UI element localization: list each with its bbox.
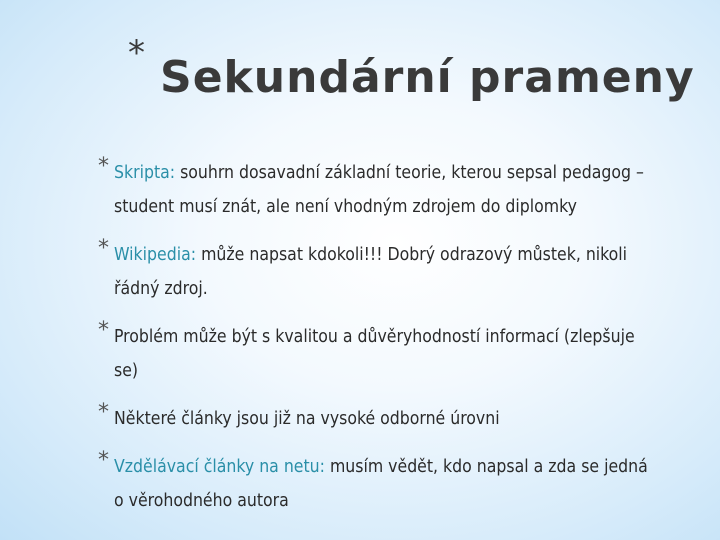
bullet-item <box>98 238 658 306</box>
bullet-highlight: Vzdělávací články na netu: <box>114 457 325 477</box>
bullet-body: Problém může být s kvalitou a důvěryhodností informací (zlepšuje se) <box>114 327 635 381</box>
bullet-asterisk-icon: * <box>98 400 109 425</box>
bullet-item <box>98 402 658 436</box>
bullet-item <box>98 156 658 224</box>
bullet-item <box>98 450 658 518</box>
bullet-body: může napsat kdokoli!!! Dobrý odrazový můstek, nikoli řádný zdroj. <box>114 245 628 299</box>
bullet-item <box>98 320 658 388</box>
bullet-text <box>114 450 658 518</box>
slide-title: Sekundární prameny <box>160 52 695 103</box>
title-asterisk-icon: * <box>128 33 145 73</box>
bullet-asterisk-icon: * <box>98 154 109 179</box>
bullet-list <box>98 156 658 532</box>
bullet-body: Některé články jsou již na vysoké odborné úrovni <box>114 409 500 429</box>
bullet-highlight: Skripta: <box>114 163 176 183</box>
bullet-asterisk-icon: * <box>98 318 109 343</box>
bullet-text <box>114 320 658 388</box>
bullet-text <box>114 156 658 224</box>
bullet-asterisk-icon: * <box>98 448 109 473</box>
bullet-text <box>114 402 658 436</box>
bullet-body: musím vědět, kdo napsal a zda se jedná o věrohodného autora <box>114 457 648 511</box>
bullet-highlight: Wikipedia: <box>114 245 197 265</box>
bullet-body: souhrn dosavadní základní teorie, kterou sepsal pedagog – student musí znát, ale není vhodným zdrojem do diplomky <box>114 163 644 217</box>
bullet-asterisk-icon: * <box>98 236 109 261</box>
bullet-text <box>114 238 658 306</box>
